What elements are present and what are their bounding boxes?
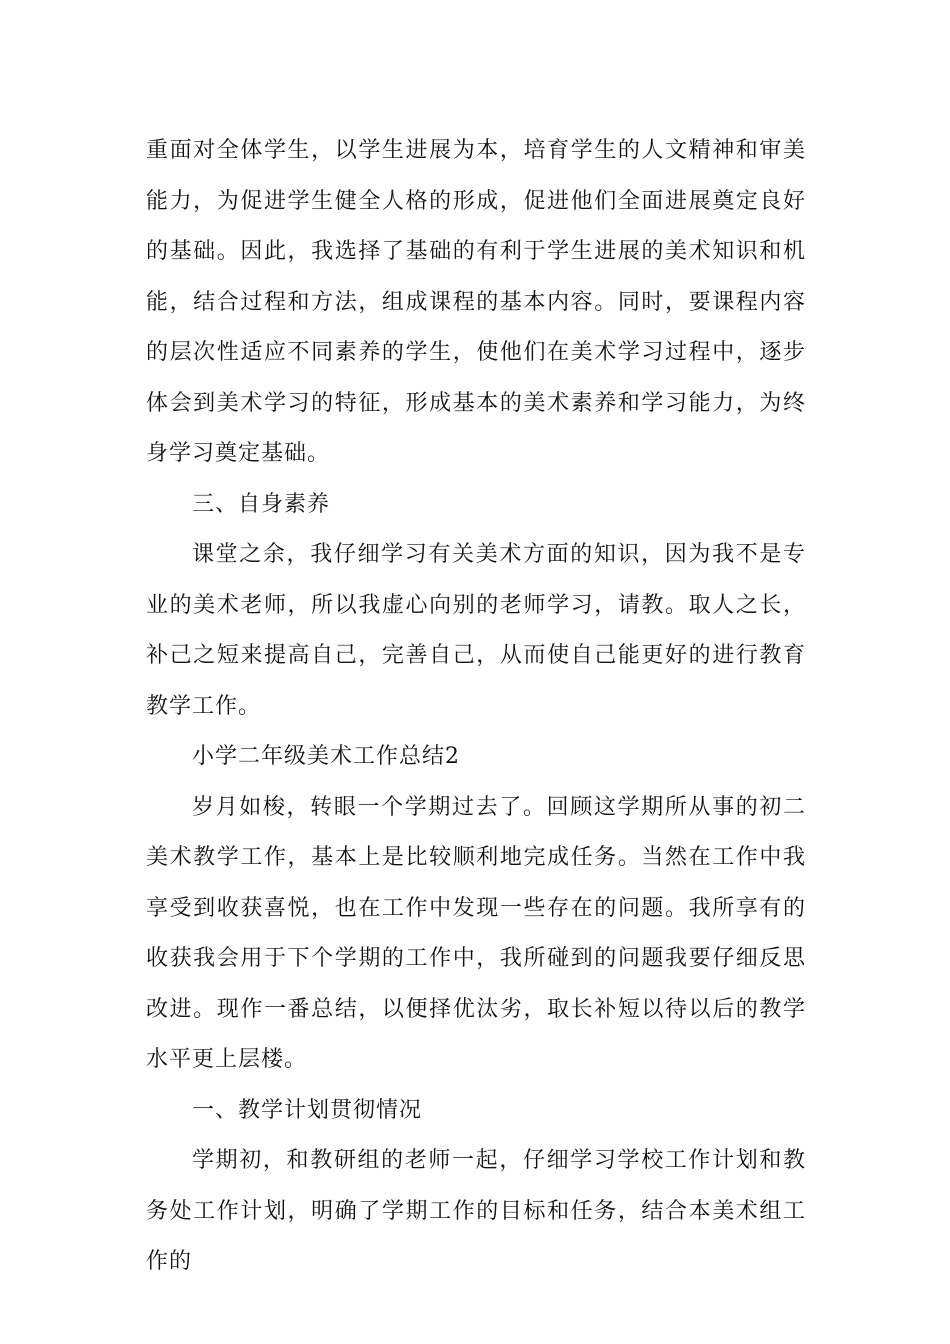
document-subtitle: 小学二年级美术工作总结2 — [192, 744, 460, 769]
section-heading-self-cultivation: 三、自身素养 — [192, 491, 331, 517]
section-heading-teaching-plan: 一、教学计划贯彻情况 — [192, 1097, 423, 1123]
body-paragraph: 岁月如梭，转眼一个学期过去了。回顾这学期所从事的初二美术教学工作，基本上是比较顺利地完成任务。当然在工作中我享受到收获喜悦，也在工作中发现一些存在的问题。我所享有的收获我会用于下个学期的工作中，我所碰到的问题我要仔细反思改进。现作一番总结，以便择优汰劣，取长补短以待以后的教学水平更上层楼。 — [146, 794, 806, 1072]
document-page — [146, 126, 806, 1288]
body-paragraph: 课堂之余，我仔细学习有关美术方面的知识，因为我不是专业的美术老师，所以我虚心向别的老师学习，请教。取人之长，补己之短来提高自己，完善自己，从而使自己能更好的进行教育教学工作。 — [146, 542, 806, 719]
body-paragraph: 重面对全体学生，以学生进展为本，培育学生的人文精神和审美能力，为促进学生健全人格的形成，促进他们全面进展奠定良好的基础。因此，我选择了基础的有利于学生进展的美术知识和机能，结合过程和方法，组成课程的基本内容。同时，要课程内容的层次性适应不同素养的学生，使他们在美术学习过程中，逐步体会到美术学习的特征，形成基本的美术素养和学习能力，为终身学习奠定基础。 — [146, 138, 806, 466]
body-paragraph: 学期初，和教研组的老师一起，仔细学习学校工作计划和教务处工作计划，明确了学期工作的目标和任务，结合本美术组工作的 — [146, 1148, 806, 1274]
